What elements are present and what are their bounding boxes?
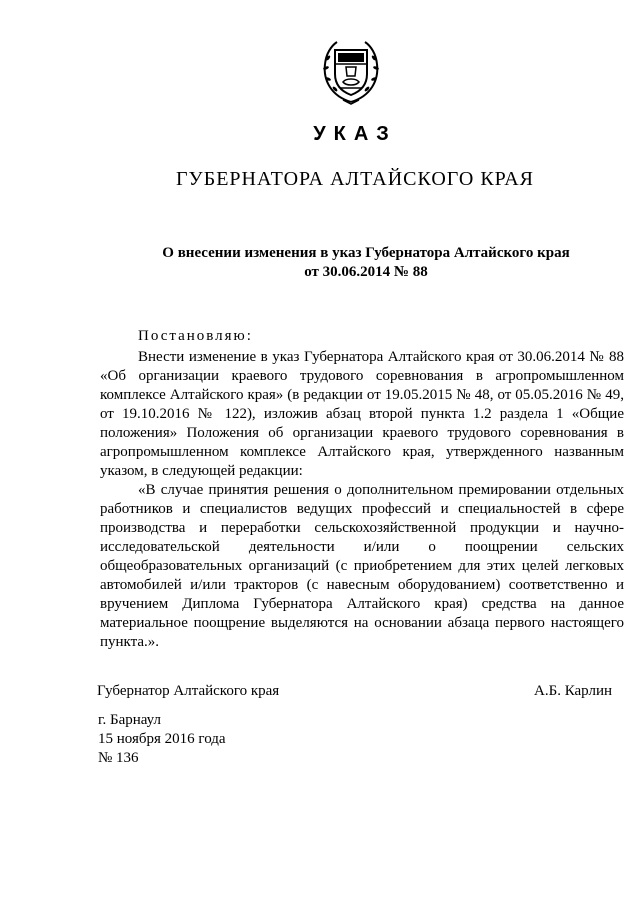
- heading-line-1: О внесении изменения в указ Губернатора Алтайского края: [162, 245, 570, 261]
- document-subtitle: ГУБЕРНАТОРА АЛТАЙСКОГО КРАЯ: [175, 168, 534, 190]
- decree-word: Постановляю:: [138, 328, 253, 344]
- issue-city: г. Барнаул: [98, 712, 161, 728]
- decree-heading: [140, 244, 592, 282]
- signatory-name: А.Б. Карлин: [534, 683, 613, 699]
- body-paragraph-2: «В случае принятия решения о дополнительном премировании отдельных работников и специалистов ведущих профессий и специальностей в сфере производства и переработки сельскохозяйственной продукции и научно-исследовательской деятельности и/или о поощрении сельских общеобразовательных организаций (с приобретением для этих целей легковых автомобилей и/или тракторов (с навесным оборудованием) соответственно и вручением Диплома Губернатора Алтайского края) средства на данное материальное поощрение выделяются на основании абзаца первого настоящего пункта.».: [100, 482, 624, 650]
- issue-number: № 136: [98, 750, 139, 766]
- issue-details: [98, 711, 226, 768]
- document-title: УКАЗ: [313, 123, 397, 145]
- body-paragraph-1: Внести изменение в указ Губернатора Алтайского края от 30.06.2014 № 88 «Об организации краевого трудового соревнования в агропромышленном комплексе Алтайского края» (в редакции от 19.05.2015 № 48, от 05.05.2016 № 49, от 19.10.2016 № 122), изложив абзац второй пункта 1.2 раздела 1 «Общие положения» Положения об организации краевого трудового соревнования в агропромышленном комплексе Алтайского края, утвержденного названным указом, в следующей редакции:: [100, 349, 624, 479]
- decree-body: [100, 348, 624, 652]
- issue-date: 15 ноября 2016 года: [98, 731, 226, 747]
- altai-coat-of-arms-icon: [319, 36, 383, 106]
- heading-line-2: от 30.06.2014 № 88: [304, 264, 428, 280]
- signatory-position: Губернатор Алтайского края: [97, 683, 280, 699]
